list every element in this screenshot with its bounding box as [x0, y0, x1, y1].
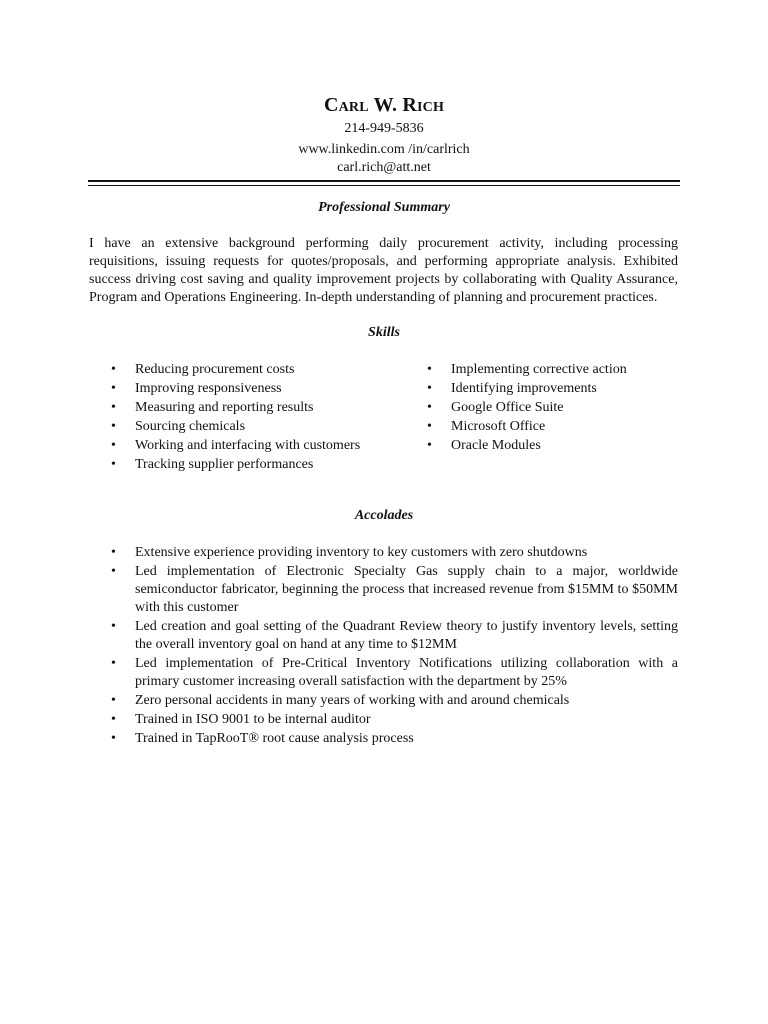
bullet-icon: • — [111, 712, 116, 727]
skill-item: • Implementing corrective action — [427, 362, 627, 377]
accolade-item: • Led creation and goal setting of the Quadrant Review theory to justify inventory levels, setting the overall inventory goal on hand at any time to $12MM — [111, 619, 678, 652]
skill-item: • Reducing procurement costs — [111, 362, 295, 377]
bullet-icon: • — [111, 381, 116, 396]
accolade-item: • Trained in ISO 9001 to be internal auditor — [111, 712, 371, 727]
accolades-list — [89, 544, 678, 749]
phone-number: 214-949-5836 — [344, 121, 424, 136]
header-divider-thin — [88, 185, 680, 186]
bullet-icon: • — [111, 438, 116, 453]
skill-item: • Google Office Suite — [427, 400, 564, 415]
bullet-icon: • — [111, 731, 116, 746]
bullet-icon: • — [427, 419, 432, 434]
bullet-icon: • — [111, 693, 116, 708]
summary-heading: Professional Summary — [318, 200, 450, 215]
bullet-icon: • — [111, 656, 116, 671]
bullet-icon: • — [111, 362, 116, 377]
bullet-icon: • — [111, 545, 116, 560]
bullet-icon: • — [111, 457, 116, 472]
bullet-icon: • — [111, 564, 116, 579]
candidate-name: Carl W. Rich — [323, 94, 445, 116]
bullet-icon: • — [427, 438, 432, 453]
bullet-icon: • — [427, 381, 432, 396]
skill-item: • Identifying improvements — [427, 381, 597, 396]
linkedin-url: www.linkedin.com /in/carlrich — [298, 142, 470, 157]
header-divider-thick — [88, 180, 680, 182]
skill-item: • Tracking supplier performances — [111, 457, 314, 472]
bullet-icon: • — [111, 400, 116, 415]
skills-heading: Skills — [368, 325, 400, 340]
skill-item: • Measuring and reporting results — [111, 400, 314, 415]
skill-item: • Oracle Modules — [427, 438, 541, 453]
accolades-heading: Accolades — [354, 508, 414, 523]
skills-list-right — [405, 361, 685, 456]
skill-item: • Microsoft Office — [427, 419, 546, 434]
accolade-item: • Led implementation of Electronic Specialty Gas supply chain to a major, worldwide semiconductor fabricator, beginning the process that increased revenue from $15MM to $50MM with this customer — [111, 564, 678, 615]
accolade-item: • Trained in TapRooT® root cause analysis process — [111, 731, 414, 746]
bullet-icon: • — [111, 619, 116, 634]
accolade-item: • Zero personal accidents in many years of working with and around chemicals — [111, 693, 570, 708]
bullet-icon: • — [427, 400, 432, 415]
skills-list-left — [89, 361, 361, 475]
accolade-item: • Extensive experience providing inventory to key customers with zero shutdowns — [111, 545, 588, 560]
accolade-item: • Led implementation of Pre-Critical Inventory Notifications utilizing collaboration with a primary customer increasing overall satisfaction with the department by 25% — [111, 656, 678, 689]
bullet-icon: • — [111, 419, 116, 434]
bullet-icon: • — [427, 362, 432, 377]
email-address: carl.rich@att.net — [337, 160, 431, 175]
summary-text: I have an extensive background performing daily procurement activity, including processing requisitions, issuing requests for quotes/proposals, and performing appropriate analysis. Exhibited success driving cost saving and quality improvement projects by collaborating with Quality Assurance, Program and Operations Engineering. In-depth understanding of planning and procurement practices. — [89, 236, 678, 305]
skill-item: • Working and interfacing with customers — [111, 438, 361, 453]
skill-item: • Sourcing chemicals — [111, 419, 246, 434]
skill-item: • Improving responsiveness — [111, 381, 282, 396]
